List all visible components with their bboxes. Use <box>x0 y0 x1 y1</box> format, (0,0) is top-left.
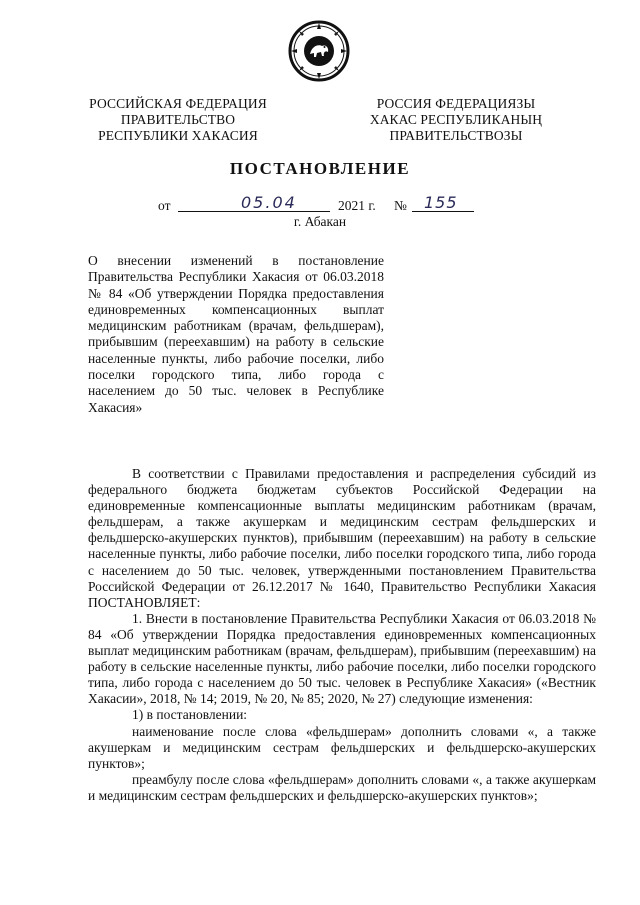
header-left-line: ПРАВИТЕЛЬСТВО <box>120 112 236 127</box>
document-body <box>88 466 596 804</box>
body-paragraph: 1) в постановлении: <box>132 707 248 723</box>
body-paragraph: наименование после слова «фельдшерам» дополнить словами «, а также акушеркам и медицинским сестрам фельдшерских и фельдшерско-акушерских пунктов»; <box>88 723 596 771</box>
document-type-title: ПОСТАНОВЛЕНИЕ <box>229 159 411 178</box>
city-label: г. Абакан <box>293 214 347 229</box>
header-left-line: РОССИЙСКАЯ ФЕДЕРАЦИЯ <box>89 96 267 111</box>
body-paragraph: В соответствии с Правилами предоставления и распределения субсидий из федерального бюджета бюджетам субъектов Российской Федерации на единовременные компенсационные выплаты медицинским работникам (врачам, фельдшерам, а также акушеркам и медицинским сестрам фельдшерских и фельдшерско-акушерских пунктов), прибывшим (переехавшим) на работу в сельские населенные пункты, либо рабочие поселки, либо поселки городского типа, либо города с населением до 50 тыс. человек, утвержденными постановлением Правительства Российской Федерации от 26.12.2017 № 1640, Правительство Республики Хакасия ПОСТАНОВЛЯЕТ: <box>88 466 596 610</box>
header-left-line: РЕСПУБЛИКИ ХАКАСИЯ <box>98 128 258 143</box>
header-right-line: РОССИЯ ФЕДЕРАЦИЯЗЫ <box>376 96 536 111</box>
date-handwritten: 05.04 <box>241 193 297 212</box>
header-right-line: ХАКАС РЕСПУБЛИКАНЫҢ <box>369 112 543 127</box>
number-handwritten: 155 <box>424 193 458 212</box>
header-right <box>356 96 556 144</box>
date-from-label: от <box>158 198 171 213</box>
body-paragraph: преамбулу после слова «фельдшерам» дополнить словами «, а также акушеркам и медицинским сестрам фельдшерских и фельдшерско-акушерских пунктов»; <box>88 771 596 803</box>
body-paragraph: 1. Внести в постановление Правительства Республики Хакасия от 06.03.2018 № 84 «Об утверждении Порядка предоставления единовременных компенсационных выплат медицинским работникам (врачам, фельдшерам), прибывшим (переехавшим) на работу в сельские населенные пункты, либо рабочие поселки, либо поселки городского типа, либо города с населением до 50 тыс. человек в Республике Хакасия» («Вестник Хакасии», 2018, № 14; 2019, № 20, № 85; 2020, № 27) следующие изменения: <box>88 610 596 707</box>
header-right-line: ПРАВИТЕЛЬСТВОЗЫ <box>389 128 523 143</box>
header-left <box>78 96 278 144</box>
date-year: 2021 г. <box>338 198 376 213</box>
subject-block: О внесении изменений в постановление Правительства Республики Хакасия от 06.03.2018 № 84 «Об утверждении Порядка предоставления единовременных компенсационных выплат медицинским работникам (врачам, фельдшерам), прибывшим (переехавшим) на работу в сельские населенные пункты, либо рабочие поселки, либо поселки городского типа, либо города с населением до 50 тыс. человек в Республике Хакасия» <box>88 253 384 415</box>
coat-of-arms-emblem <box>288 20 350 82</box>
number-label: № <box>394 198 407 213</box>
